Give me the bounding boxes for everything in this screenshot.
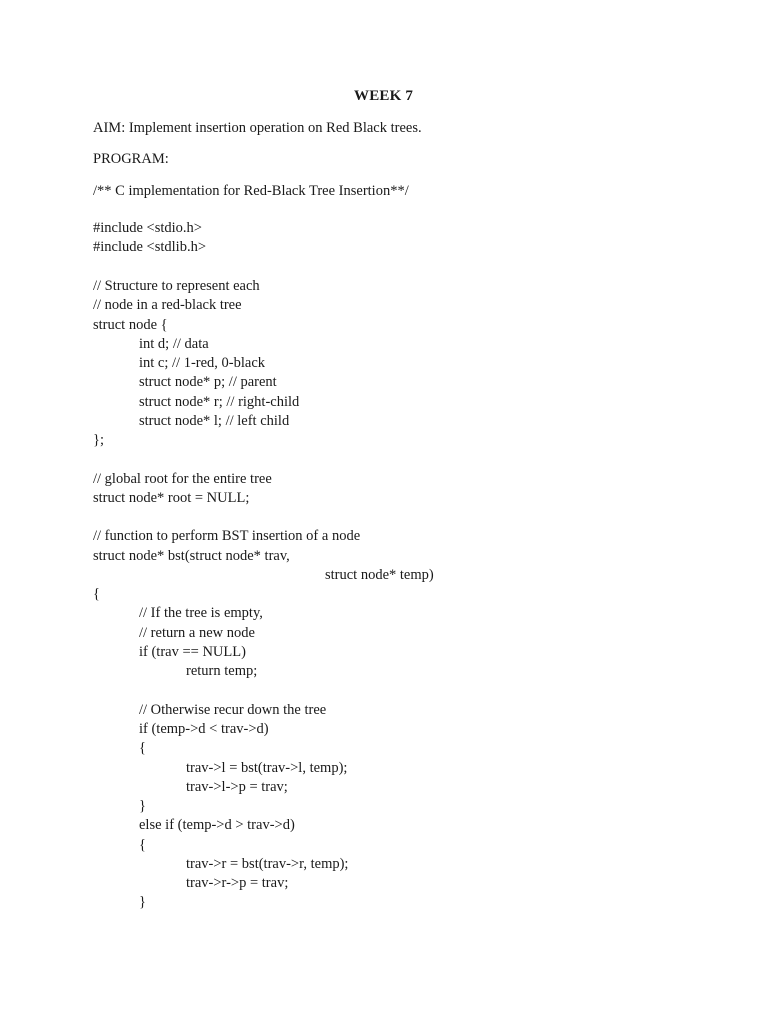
code-line: struct node* temp) — [325, 567, 434, 583]
code-line: } — [139, 798, 146, 814]
code-line: else if (temp->d > trav->d) — [139, 817, 295, 833]
code-line: struct node* p; // parent — [139, 374, 277, 390]
code-line: { — [139, 740, 146, 756]
code-line: trav->r = bst(trav->r, temp); — [186, 856, 349, 872]
code-line: trav->l->p = trav; — [186, 779, 288, 795]
page-title: WEEK 7 — [354, 88, 414, 104]
code-line: { — [93, 586, 100, 602]
code-line: }; — [93, 432, 104, 448]
code-line: // function to perform BST insertion of a node — [93, 528, 361, 544]
code-line: // return a new node — [139, 625, 255, 641]
code-line: // Otherwise recur down the tree — [139, 702, 327, 718]
code-line: trav->r->p = trav; — [186, 875, 289, 891]
code-line: struct node* root = NULL; — [93, 490, 250, 506]
code-line: // If the tree is empty, — [139, 605, 263, 621]
code-line: struct node { — [93, 317, 168, 333]
code-line: struct node* r; // right-child — [139, 394, 300, 410]
program-label: PROGRAM: — [93, 151, 169, 167]
code-line: // Structure to represent each — [93, 278, 260, 294]
code-line: // global root for the entire tree — [93, 471, 272, 487]
code-line: #include <stdio.h> — [93, 220, 202, 236]
code-line: struct node* bst(struct node* trav, — [93, 548, 290, 564]
code-line: return temp; — [186, 663, 258, 679]
code-line: // node in a red-black tree — [93, 297, 242, 313]
code-line: #include <stdlib.h> — [93, 239, 207, 255]
aim-text: AIM: Implement insertion operation on Red Black trees. — [93, 120, 422, 136]
code-line: int d; // data — [139, 336, 209, 352]
code-line: if (temp->d < trav->d) — [139, 721, 269, 737]
code-line: /** C implementation for Red-Black Tree Insertion**/ — [93, 183, 409, 199]
code-line: trav->l = bst(trav->l, temp); — [186, 760, 348, 776]
code-line: { — [139, 837, 146, 853]
code-line: if (trav == NULL) — [139, 644, 246, 660]
code-line: } — [139, 894, 146, 910]
code-line: int c; // 1-red, 0-black — [139, 355, 266, 371]
code-line: struct node* l; // left child — [139, 413, 290, 429]
